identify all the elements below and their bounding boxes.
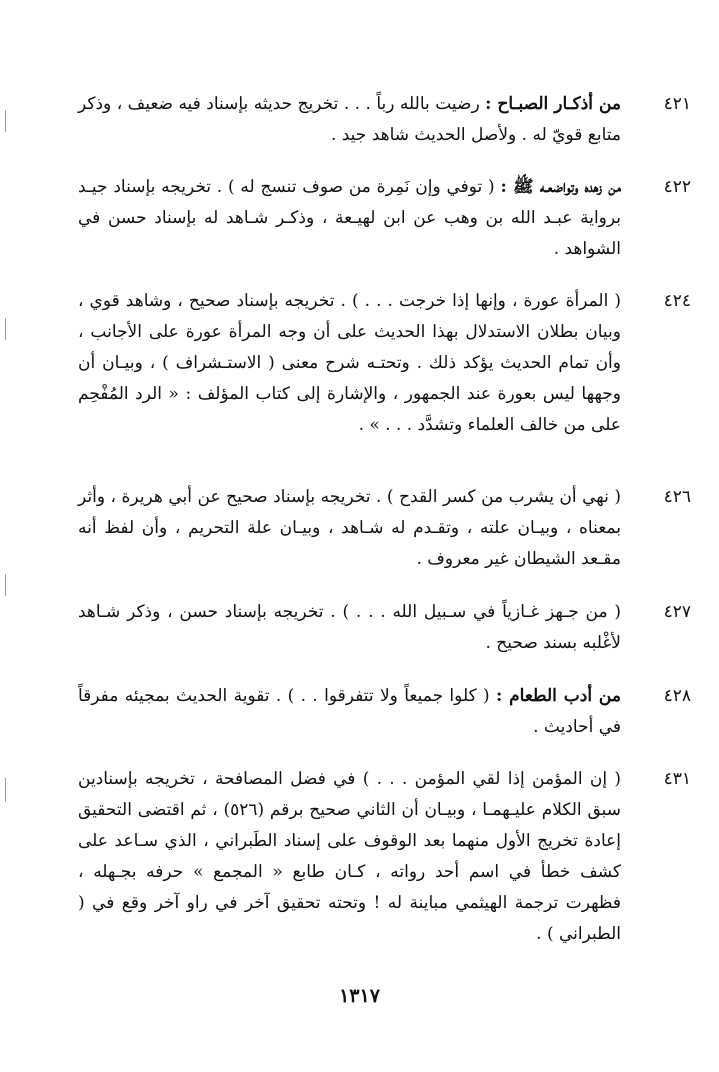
entry-body: رضيت بالله رباً . . . تخريج حديثه بإسناد فيه ضعيف ، وذكر متابع قويّ له . ولأصل الحديث شاهد جيد . [78,94,621,145]
entry-body: ( من جـهز غـازياً في سـبيل الله . . . ) . تخريجه بإسناد حسن ، وذكر شـاهد لأغْلبه بسند صحيح . [78,602,621,653]
margin-divider [5,110,6,132]
entry-number: ٤٢٧ [663,602,691,622]
entry-number: ٤٢١ [663,94,691,114]
entry-text [78,482,621,575]
margin-divider [5,778,6,802]
entry-number: ٤٢٢ [663,177,691,197]
entry-text [78,764,621,950]
entry-body: ( نهي أن يشرب من كسر القدح ) . تخريجه بإسناد صحيح عن أبي هريرة ، وأثر بمعناه ، وبيـان علته ، وتقـدم له شـاهد ، وبيـان علة التحريم ، وأن لفظ أنه مقـعد الشيطان غير معروف . [78,487,621,569]
entry-body: ( توفي وإن نَمِرة من صوف تنسج له ) . تخريجه بإسناد جيـد برواية عبـد الله بن وهب عن ابن لهيـعة ، وذكـر شـاهد له بإسناد حسن في الشواهد . [78,177,621,259]
entry-text [78,286,621,441]
entry-text [78,89,621,151]
entry-number: ٤٣١ [663,769,691,789]
entry-heading: من أدب الطعام : [496,686,621,706]
entry-heading: من أذكـار الصبـاح : [485,94,621,114]
entry-number: ٤٢٤ [663,291,691,311]
page-number: ١٣١٧ [339,985,380,1007]
margin-divider [5,574,6,596]
entry-text [78,597,621,659]
entry-text [78,172,621,265]
entry-heading: من زهده وتواضعـه ﷺ : [500,177,621,197]
entry-text [78,681,621,743]
entry-number: ٤٢٦ [663,487,691,507]
margin-divider [5,318,6,340]
entry-body: ( إن المؤمن إذا لقي المؤمن . . . ) في فضل المصافحة ، تخريجه بإسنادين سبق الكلام عليـهمـا ، وبيـان أن الثاني صحيح برقم (٥٢٦) ، ثم اقتضى التحقيق إعادة تخريج الأول منهما بعد الوقوف على إسناد الطَبراني ، الذي سـاعد على كشف خطأ في اسم أحد رواته ، كـان طابع « المجمع » حرفه بجـهله ، فظهرت ترجمة الهيثمي مباينة له ! وتحته تحقيق آخر في راو آخر وقع في ( الطبراني ) . [78,769,621,944]
entry-body: ( المرأة عورة ، وإنها إذا خرجت . . . ) . تخريجه بإسناد صحيح ، وشاهد قوي ، وبيان بطلان الاستدلال بهذا الحديث على أن وجه المرأة عورة على الأجانب ، وأن تمام الحديث يؤكد ذلك . وتحتـه شرح معنى ( الاستـشراف ) ، وبيـان أن وجهها ليس بعورة عند الجمهور ، والإشارة إلى كتاب المؤلف : « الرد المُفْحِم على من خالف العلماء وتشدَّد . . . » . [78,291,621,435]
entry-number: ٤٢٨ [663,686,691,706]
entry-body: ( كلوا جميعاً ولا تتفرقوا . . ) . تقوية الحديث بمجيئه مفرقاً في أحاديث . [78,686,621,737]
